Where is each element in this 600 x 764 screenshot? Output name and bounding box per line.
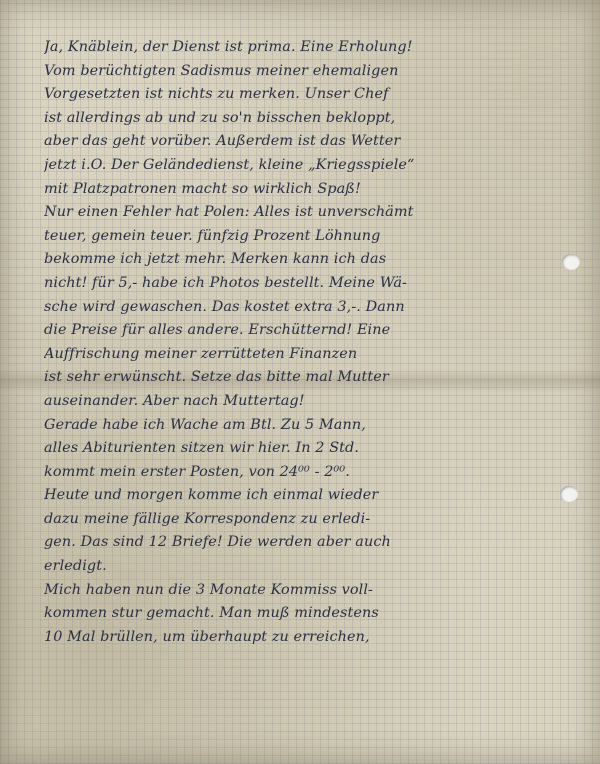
handwritten-line: Nur einen Fehler hat Polen: Alles ist unverschämt [44, 204, 414, 221]
handwritten-line: dazu meine fällige Korrespondenz zu erledi- [44, 510, 371, 527]
handwritten-line: Heute und morgen komme ich einmal wieder [44, 487, 379, 504]
handwritten-line: Vorgesetzten ist nichts zu merken. Unser Chef [44, 86, 389, 103]
handwritten-line: jetzt i.O. Der Geländedienst, kleine „Kriegsspiele“ [44, 156, 415, 173]
handwritten-line: bekomme ich jetzt mehr. Merken kann ich das [44, 251, 387, 268]
handwritten-line: Ja, Knäblein, der Dienst ist prima. Eine Erholung! [44, 39, 413, 55]
handwritten-line: Mich haben nun die 3 Monate Kommiss voll- [44, 581, 374, 598]
handwritten-line: die Preise für alles andere. Erschütternd! Eine [44, 322, 391, 339]
handwritten-line: mit Platzpatronen macht so wirklich Spaß! [44, 180, 361, 197]
handwritten-line: ist sehr erwünscht. Setze das bitte mal Mutter [44, 369, 389, 386]
handwritten-line: ist allerdings ab und zu so'n bisschen bekloppt, [44, 109, 396, 126]
handwritten-line: Vom berüchtigten Sadismus meiner ehemaligen [44, 62, 399, 79]
handwritten-line: nicht! für 5,- habe ich Photos bestellt. Meine Wä- [44, 274, 407, 291]
handwritten-line: sche wird gewaschen. Das kostet extra 3,-. Dann [44, 298, 405, 315]
handwritten-line: Gerade habe ich Wache am Btl. Zu 5 Mann, [44, 416, 366, 433]
handwritten-line: gen. Das sind 12 Briefe! Die werden aber auch [44, 534, 391, 551]
handwritten-line: teuer, gemein teuer. fünfzig Prozent Löhnung [44, 227, 381, 244]
handwritten-line: kommt mein erster Posten, von 24⁰⁰ - 2⁰⁰. [44, 463, 350, 480]
punch-hole-top [562, 254, 580, 270]
handwritten-line: kommen stur gemacht. Man muß mindestens [44, 605, 379, 622]
handwritten-line: alles Abiturienten sitzen wir hier. In 2 Std. [44, 440, 360, 457]
handwritten-line: auseinander. Aber nach Muttertag! [44, 392, 305, 409]
handwritten-line: Auffrischung meiner zerrütteten Finanzen [44, 345, 358, 362]
letter-body [44, 36, 564, 649]
handwritten-line: 10 Mal brüllen, um überhaupt zu erreichen, [44, 628, 370, 645]
handwritten-line: aber das geht vorüber. Außerdem ist das Wetter [44, 133, 401, 150]
handwritten-line: erledigt. [44, 558, 107, 575]
